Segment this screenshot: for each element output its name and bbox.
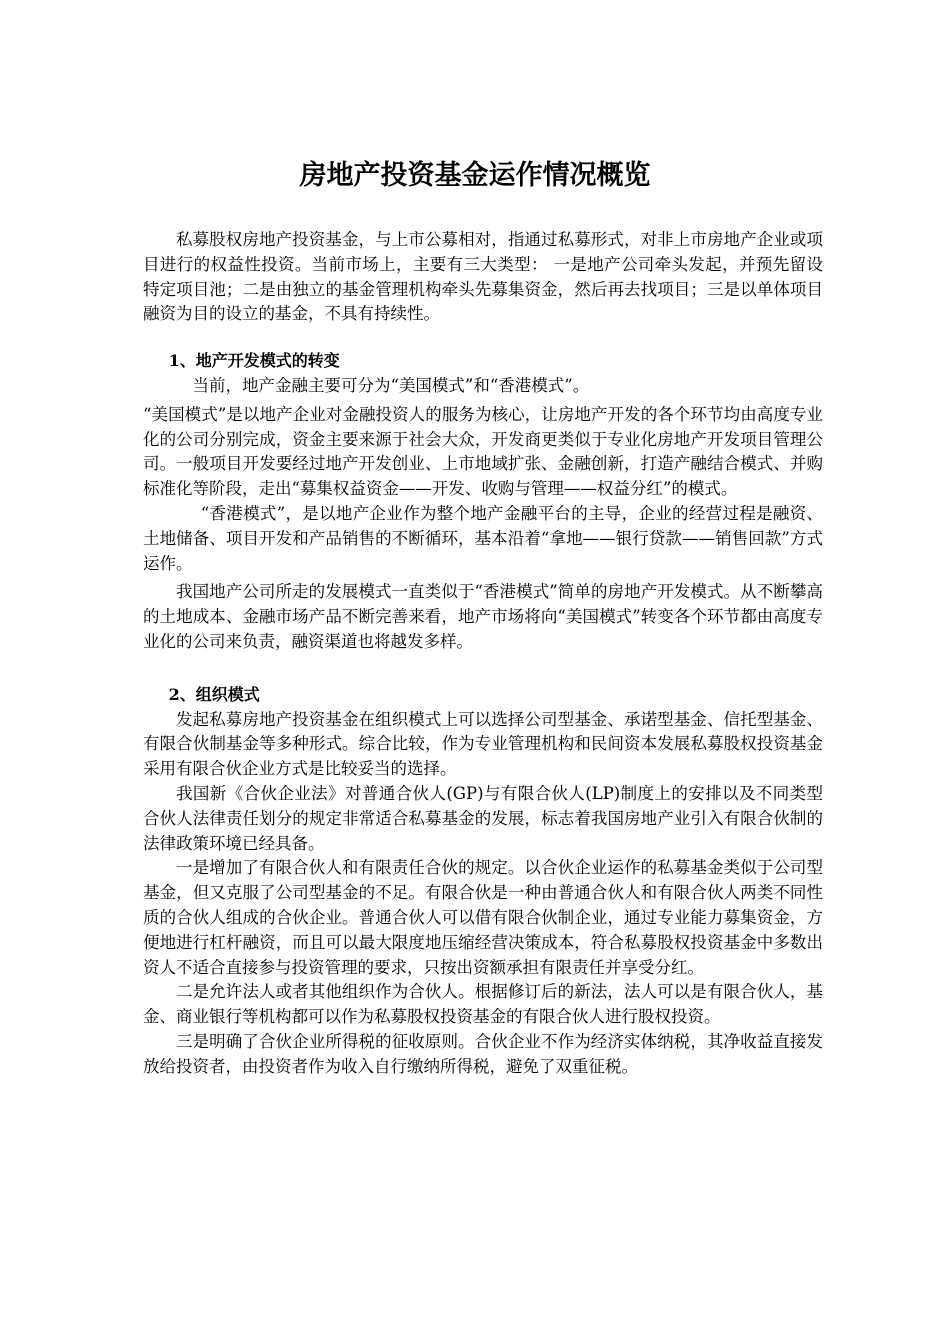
section2-paragraph-2: 我国新《合伙企业法》对普通合伙人(GP)与有限合伙人(LP)制度上的安排以及不同类型合伙人法律责任划分的规定非常适合私募基金的发展，标志着我国房地产业引入有限合伙制的法律政策环境已经具备。 <box>143 783 823 853</box>
section1-paragraph-3: “香港模式”，是以地产企业作为整个地产金融平台的主导，企业的经营过程是融资、土地储备、项目开发和产品销售的不断循环，基本沿着“拿地——银行贷款——销售回款”方式运作。 <box>143 503 823 573</box>
document-body <box>143 228 823 1080</box>
section1-paragraph-1: 当前，地产金融主要可分为“美国模式”和“香港模式”。 <box>192 375 590 395</box>
section2-paragraph-1: 发起私募房地产投资基金在组织模式上可以选择公司型基金、承诺型基金、信托型基金、有限合伙制基金等多种形式。综合比较，作为专业管理机构和民间资本发展私募股权投资基金采用有限合伙企业方式是比较妥当的选择。 <box>143 709 823 779</box>
section2-paragraph-5: 三是明确了合伙企业所得税的征收原则。合伙企业不作为经济实体纳税，其净收益直接发放给投资者，由投资者作为收入自行缴纳所得税，避免了双重征税。 <box>143 1031 823 1076</box>
section2-paragraph-3: 一是增加了有限合伙人和有限责任合伙的规定。以合伙企业运作的私募基金类似于公司型基金，但又克服了公司型基金的不足。有限合伙是一种由普通合伙人和有限合伙人两类不同性质的合伙人组成的合伙企业。普通合伙人可以借有限合伙制企业，通过专业能力募集资金，方便地进行杠杆融资，而且可以最大限度地压缩经营决策成本，符合私募股权投资基金中多数出资人不适合直接参与投资管理的要求，只按出资额承担有限责任并享受分红。 <box>143 858 823 977</box>
section1-paragraph-2: “美国模式”是以地产企业对金融投资人的服务为核心，让房地产开发的各个环节均由高度专业化的公司分别完成，资金主要来源于社会大众，开发商更类似于专业化房地产开发项目管理公司。一般项目开发要经过地产开发创业、上市地域扩张、金融创新，打造产融结合模式、并购标准化等阶段，走出“募集权益资金——开发、收购与管理——权益分红”的模式。 <box>143 404 823 499</box>
intro-paragraph: 私募股权房地产投资基金，与上市公募相对，指通过私募形式，对非上市房地产企业或项目进行的权益性投资。当前市场上，主要有三大类型： 一是地产公司牵头发起，并预先留设特定项目池；二是由独立的基金管理机构牵头先募集资金，然后再去找项目；三是以单体项目融资为目的设立的基金，不具有持续性。 <box>143 230 823 324</box>
section1-paragraph-4: 我国地产公司所走的发展模式一直类似于“香港模式”简单的房地产开发模式。从不断攀高的土地成本、金融市场产品不断完善来看，地产市场将向“美国模式”转变各个环节都由高度专业化的公司来负责，融资渠道也将越发多样。 <box>143 582 823 651</box>
document-title: 房地产投资基金运作情况概览 <box>299 160 651 191</box>
section1-heading: 1、地产开发模式的转变 <box>168 351 340 371</box>
section2-heading: 2、组织模式 <box>168 684 260 704</box>
section2-paragraph-4: 二是允许法人或者其他组织作为合伙人。根据修订后的新法，法人可以是有限合伙人，基金、商业银行等机构都可以作为私募股权投资基金的有限合伙人进行股权投资。 <box>143 982 823 1027</box>
